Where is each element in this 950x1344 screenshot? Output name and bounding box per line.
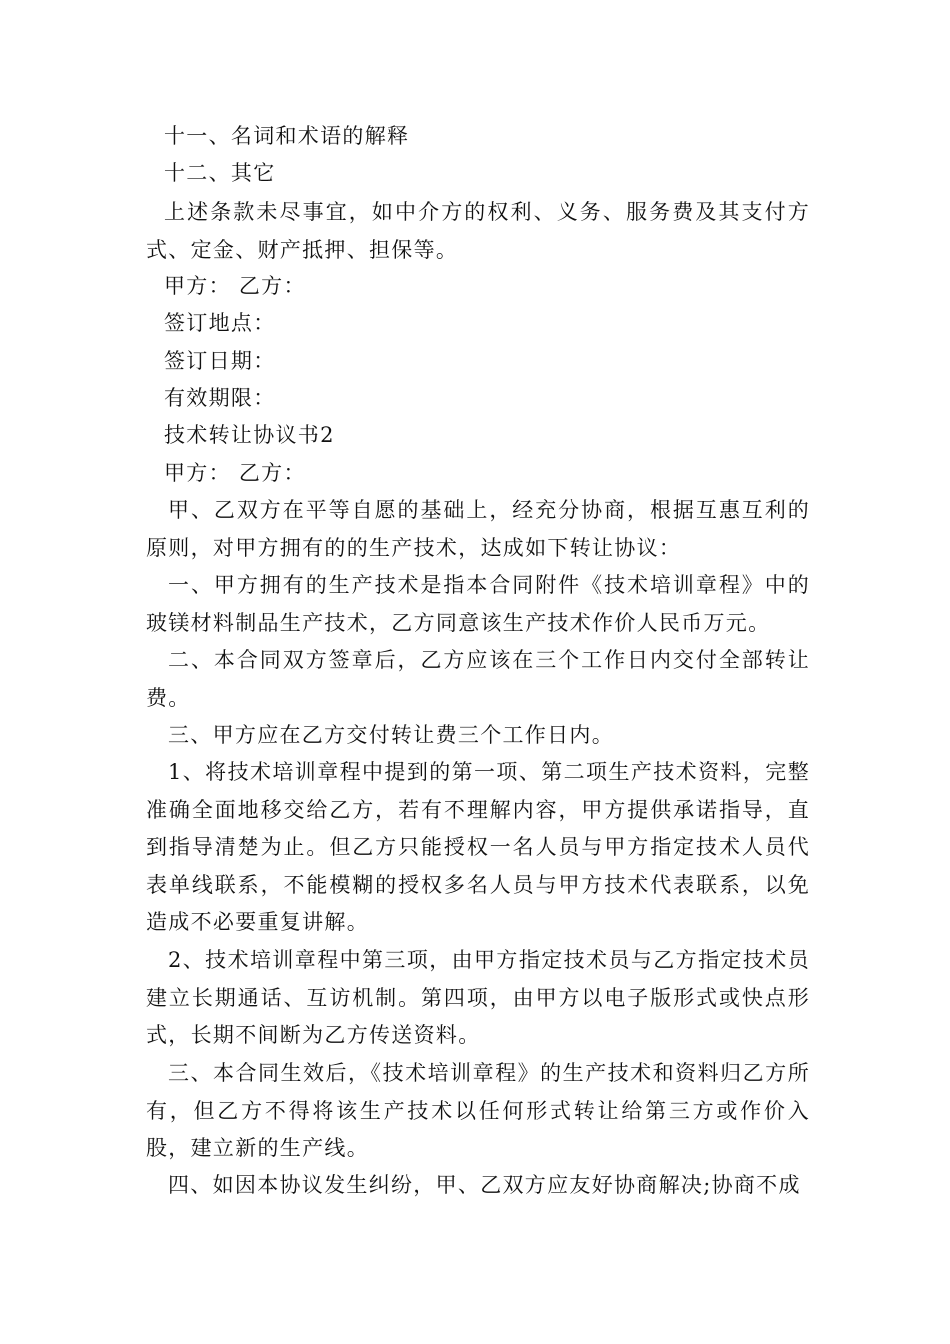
paragraph-signing-place: 签订地点： bbox=[164, 311, 276, 335]
paragraph-clause-3: 三、甲方应在乙方交付转让费三个工作日内。 bbox=[168, 723, 614, 747]
paragraph-other-terms: 上述条款未尽事宜，如中介方的权利、义务、服务费及其支付方式、定金、财产抵押、担保等。 bbox=[146, 200, 810, 262]
paragraph-clause-3-item-2: 2、技术培训章程中第三项，由甲方指定技术员与乙方指定技术员建立长期通话、互访机制。第四项，由甲方以电子版形式或快点形式，长期不间断为乙方传送资料。 bbox=[146, 948, 810, 1047]
paragraph-signing-date: 签订日期： bbox=[164, 349, 276, 373]
paragraph-preamble: 甲、乙双方在平等自愿的基础上，经充分协商，根据互惠互利的原则，对甲方拥有的的生产技术，达成如下转让协议： bbox=[146, 498, 810, 560]
paragraph-clause-1: 一、甲方拥有的生产技术是指本合同附件《技术培训章程》中的玻镁材料制品生产技术，乙方同意该生产技术作价人民币万元。 bbox=[146, 573, 810, 635]
paragraph-parties: 甲方： 乙方： bbox=[164, 274, 306, 298]
paragraph-clause-ownership: 三、本合同生效后，《技术培训章程》的生产技术和资料归乙方所有，但乙方不得将该生产技术以任何形式转让给第三方或作价入股，建立新的生产线。 bbox=[146, 1061, 810, 1160]
paragraph-section-11-heading: 十一、名词和术语的解释 bbox=[164, 124, 410, 148]
paragraph-clause-2: 二、本合同双方签章后，乙方应该在三个工作日内交付全部转让费。 bbox=[146, 648, 810, 710]
paragraph-agreement-title: 技术转让协议书2 bbox=[164, 423, 335, 447]
paragraph-clause-3-item-1: 1、将技术培训章程中提到的第一项、第二项生产技术资料，完整准确全面地移交给乙方，若有不理解内容，甲方提供承诺指导，直到指导清楚为止。但乙方只能授权一名人员与甲方指定技术人员代表单线联系，不能模糊的授权多名人员与甲方技术代表联系，以免造成不必要重复讲解。 bbox=[146, 760, 810, 934]
paragraph-validity-period: 有效期限： bbox=[164, 386, 276, 410]
paragraph-section-12-heading: 十二、其它 bbox=[164, 161, 276, 185]
paragraph-parties-2: 甲方： 乙方： bbox=[164, 461, 306, 485]
paragraph-clause-dispute: 四、如因本协议发生纠纷，甲、乙双方应友好协商解决;协商不成 bbox=[168, 1173, 801, 1197]
